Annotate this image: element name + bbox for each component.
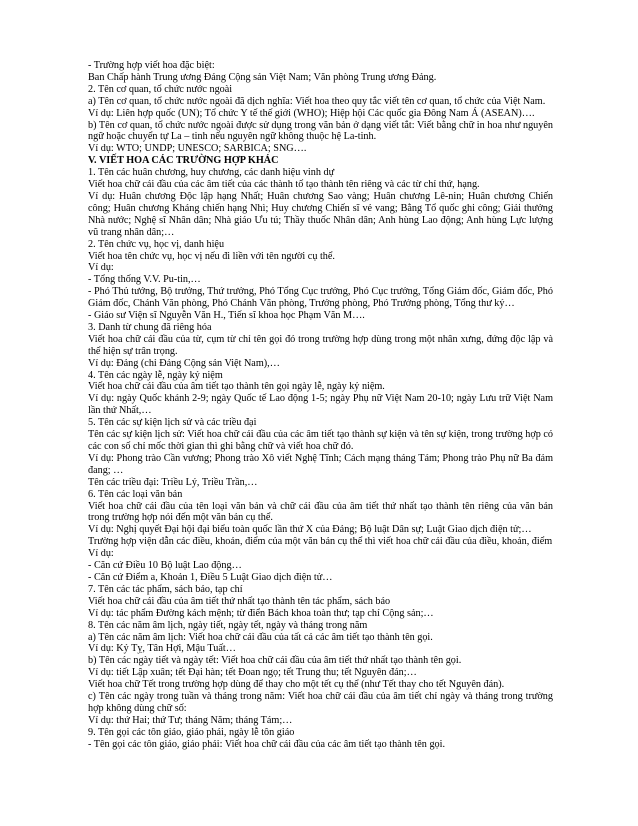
document-paragraph: - Tên gọi các tôn giáo, giáo phái: Viết hoa chữ cái đầu của các âm tiết tạo thành tên gọi. <box>88 738 446 750</box>
document-paragraph: - Phó Thủ tướng, Bộ trưởng, Thứ trưởng, Phó Tổng Cục trưởng, Phó Cục trưởng, Tổng Giám đốc, Giám đốc, Phó Giám đốc, Chánh Văn phòng, Phó Chánh Văn phòng, Trưởng phòng, Phó Trưởng phòng, Tổng thư ký… <box>88 286 553 310</box>
document-paragraph: Ví dụ: ngày Quốc khánh 2-9; ngày Quốc tế Lao động 1-5; ngày Phụ nữ Việt Nam 20-10; ngày Lưu trữ Việt Nam lần thứ Nhất,… <box>88 393 553 417</box>
document-paragraph: 4. Tên các ngày lễ, ngày kỷ niệm <box>88 369 223 381</box>
document-paragraph: a) Tên cơ quan, tổ chức nước ngoài đã dịch nghĩa: Viết hoa theo quy tắc viết tên cơ quan, tổ chức của Việt Nam. <box>88 95 546 107</box>
document-paragraph: 2. Tên cơ quan, tổ chức nước ngoài <box>88 83 233 95</box>
document-paragraph: Ban Chấp hành Trung ương Đảng Cộng sản Việt Nam; Văn phòng Trung ương Đảng. <box>88 71 437 83</box>
document-paragraph: Viết hoa chữ Tết trong trường hợp dùng để thay cho một tết cụ thể (như Tết thay cho tết Nguyên đán). <box>88 679 505 691</box>
document-paragraph: Ví dụ: Liên hợp quốc (UN); Tổ chức Y tế thế giới (WHO); Hiệp hội Các quốc gia Đông Nam Á (ASEAN)…. <box>88 107 535 119</box>
document-paragraph: Tên các sự kiện lịch sử: Viết hoa chữ cái đầu của các âm tiết tạo thành sự kiện và tên sự kiện, trong trường hợp có các con số chỉ mốc thời gian thì ghi bằng chữ và viết hoa chữ đó. <box>88 429 553 452</box>
document-paragraph: 8. Tên các năm âm lịch, ngày tiết, ngày tết, ngày và tháng trong năm <box>88 619 368 631</box>
document-paragraph: Ví dụ: tiết Lập xuân; tết Đại hàn; tết Đoan ngọ; tết Trung thu; tết Nguyên đán;… <box>88 667 417 679</box>
document-paragraph: 5. Tên các sự kiện lịch sử và các triều đại <box>88 417 257 429</box>
document-body <box>88 60 553 751</box>
document-paragraph: Ví dụ: Huân chương Độc lập hạng Nhất; Huân chương Sao vàng; Huân chương Lê-nin; Huân chương Chiến công; Huân chương Kháng chiến hạng Nhì; Huy chương Chiến sĩ vẻ vang; Bằng Tổ quốc ghi công; Giải thưởng Nhà nước; Nghệ sĩ Nhân dân; Nhà giáo Ưu tú; Thầy thuốc Nhân dân; Anh hùng Lao động; Anh hùng Lực lượng vũ trang nhân dân;… <box>88 190 553 238</box>
document-paragraph: Viết hoa chữ cái đầu của các âm tiết của các thành tố tạo thành tên riêng và các từ chỉ thứ, hạng. <box>88 179 480 191</box>
document-paragraph: Trường hợp viện dẫn các điều, khoản, điểm của một văn bản cụ thể thì viết hoa chữ cái đầu của điều, khoản, điểm <box>88 536 553 548</box>
document-paragraph: Ví dụ: Đảng (chỉ Đảng Cộng sản Việt Nam),… <box>88 357 280 369</box>
document-paragraph: Ví dụ: WTO; UNDP; UNESCO; SARBICA; SNG…. <box>88 143 307 155</box>
document-paragraph: Ví dụ: <box>88 262 114 274</box>
document-paragraph: Ví dụ: <box>88 548 114 560</box>
document-paragraph: 7. Tên các tác phẩm, sách báo, tạp chí <box>88 583 243 595</box>
document-paragraph: Tên các triều đại: Triều Lý, Triều Trần,… <box>88 476 258 488</box>
document-paragraph: Viết hoa tên chức vụ, học vị nếu đi liền với tên người cụ thể. <box>88 250 335 262</box>
document-paragraph: Ví dụ: tác phẩm Đường kách mệnh; từ điển Bách khoa toàn thư; tạp chí Cộng sản;… <box>88 607 434 619</box>
document-paragraph: Viết hoa chữ cái đầu của âm tiết tạo thành tên gọi ngày lễ, ngày kỷ niệm. <box>88 381 385 393</box>
document-paragraph: Viết hoa chữ cái đầu của từ, cụm từ chỉ tên gọi đó trong trường hợp dùng trong một nhân xưng, đứng độc lập và thể hiện sự trân trọng. <box>88 333 553 357</box>
document-paragraph: b) Tên cơ quan, tổ chức nước ngoài được sử dụng trong văn bản ở dạng viết tắt: Viết bằng chữ in hoa như nguyên ngữ hoặc chuyển tự La – tinh nếu nguyên ngữ không thuộc hệ La-tinh. <box>88 119 553 143</box>
document-paragraph: Viết hoa chữ cái đầu của âm tiết thứ nhất tạo thành tên tác phẩm, sách báo <box>88 595 391 607</box>
document-paragraph: a) Tên các năm âm lịch: Viết hoa chữ cái đầu của tất cả các âm tiết tạo thành tên gọi. <box>88 631 433 643</box>
document-paragraph: Viết hoa chữ cái đầu của tên loại văn bản và chữ cái đầu của âm tiết thứ nhất tạo thành tên riêng của văn bản trong trường hợp nói đến một văn bản cụ thể. <box>88 500 553 524</box>
document-paragraph: Ví dụ: Kỷ Tỵ, Tân Hợi, Mậu Tuất… <box>88 643 236 655</box>
section-heading: V. VIẾT HOA CÁC TRƯỜNG HỢP KHÁC <box>88 155 279 167</box>
document-paragraph: Ví dụ: thứ Hai; thứ Tư; tháng Năm; tháng Tám;… <box>88 714 293 726</box>
document-paragraph: - Căn cứ Điều 10 Bộ luật Lao động… <box>88 560 242 572</box>
document-paragraph: - Tổng thống V.V. Pu-tin,… <box>88 274 201 286</box>
document-paragraph: 9. Tên gọi các tôn giáo, giáo phái, ngày lễ tôn giáo <box>88 726 295 738</box>
document-paragraph: 3. Danh từ chung đã riêng hóa <box>88 321 212 333</box>
document-paragraph: - Căn cứ Điểm a, Khoản 1, Điều 5 Luật Giao dịch điện tử… <box>88 571 333 583</box>
document-paragraph: - Giáo sư Viện sĩ Nguyễn Văn H., Tiến sĩ khoa học Phạm Văn M…. <box>88 310 365 322</box>
document-paragraph: Ví dụ: Nghị quyết Đại hội đại biểu toàn quốc lần thứ X của Đảng; Bộ luật Dân sự; Luật Giao dịch điện tử;… <box>88 524 532 536</box>
document-paragraph: - Trường hợp viết hoa đặc biệt: <box>88 60 215 71</box>
document-paragraph: 6. Tên các loại văn bản <box>88 488 183 500</box>
document-paragraph: c) Tên các ngày trong tuần và tháng trong năm: Viết hoa chữ cái đầu của âm tiết chỉ ngày và tháng trong trường hợp không dùng chữ số: <box>88 691 553 714</box>
document-paragraph: b) Tên các ngày tiết và ngày tết: Viết hoa chữ cái đầu của âm tiết thứ nhất tạo thành tên gọi. <box>88 655 462 667</box>
document-paragraph: Ví dụ: Phong trào Cần vương; Phong trào Xô viết Nghệ Tĩnh; Cách mạng tháng Tám; Phong trào Phụ nữ Ba đảm đang; … <box>88 452 553 476</box>
document-paragraph: 1. Tên các huân chương, huy chương, các danh hiệu vinh dự <box>88 167 335 179</box>
document-paragraph: 2. Tên chức vụ, học vị, danh hiệu <box>88 238 225 250</box>
